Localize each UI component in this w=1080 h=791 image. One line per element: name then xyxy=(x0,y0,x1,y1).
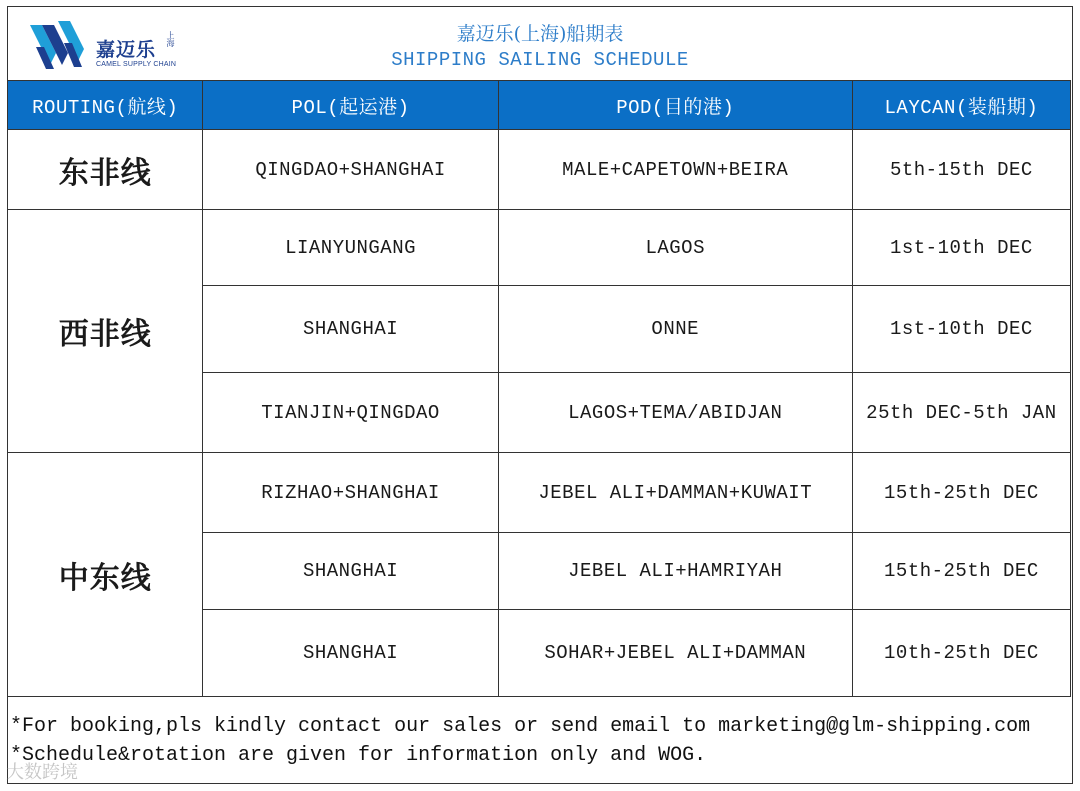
pol-cell: SHANGHAI xyxy=(203,286,498,373)
laycan-cell: 25th DEC-5th JAN xyxy=(852,373,1070,453)
page-title-en: SHIPPING SAILING SCHEDULE xyxy=(391,49,689,71)
watermark: 大数跨境 xyxy=(6,762,78,783)
table-row xyxy=(8,130,1071,210)
column-header-laycan: LAYCAN(装船期) xyxy=(852,81,1070,130)
pol-cell: LIANYUNGANG xyxy=(203,210,498,286)
logo-name-en: CAMEL SUPPLY CHAIN xyxy=(96,61,177,68)
pod-cell: LAGOS+TEMA/ABIDJAN xyxy=(498,373,852,453)
laycan-cell: 10th-25th DEC xyxy=(852,610,1070,697)
logo-name-cn: 嘉迈乐 xyxy=(96,39,157,61)
column-header-pod: POD(目的港) xyxy=(498,81,852,130)
pod-cell: JEBEL ALI+HAMRIYAH xyxy=(498,533,852,610)
pod-cell: SOHAR+JEBEL ALI+DAMMAN xyxy=(498,610,852,697)
pol-cell: RIZHAO+SHANGHAI xyxy=(203,453,498,533)
logo-name-cn-small: 上海 xyxy=(166,31,175,47)
laycan-cell: 1st-10th DEC xyxy=(852,286,1070,373)
routing-cell: 中东线 xyxy=(8,453,203,697)
schedule-sheet xyxy=(7,6,1073,784)
footer-notes xyxy=(10,712,1030,770)
table-row xyxy=(8,453,1071,533)
pol-cell: SHANGHAI xyxy=(203,610,498,697)
laycan-cell: 15th-25th DEC xyxy=(852,533,1070,610)
sailing-schedule-table xyxy=(7,80,1071,697)
table-header-row xyxy=(8,81,1071,130)
pol-cell: SHANGHAI xyxy=(203,533,498,610)
laycan-cell: 1st-10th DEC xyxy=(852,210,1070,286)
routing-cell: 西非线 xyxy=(8,210,203,453)
page-title-cn: 嘉迈乐(上海)船期表 xyxy=(456,23,624,45)
pod-cell: JEBEL ALI+DAMMAN+KUWAIT xyxy=(498,453,852,533)
column-header-routing: ROUTING(航线) xyxy=(8,81,203,130)
pol-cell: TIANJIN+QINGDAO xyxy=(203,373,498,453)
pol-cell: QINGDAO+SHANGHAI xyxy=(203,130,498,210)
header xyxy=(8,7,1072,81)
column-header-pol: POL(起运港) xyxy=(203,81,498,130)
routing-cell: 东非线 xyxy=(8,130,203,210)
footer-note-disclaimer: *Schedule&rotation are given for information only and WOG. xyxy=(10,744,707,767)
laycan-cell: 15th-25th DEC xyxy=(852,453,1070,533)
pod-cell: ONNE xyxy=(498,286,852,373)
laycan-cell: 5th-15th DEC xyxy=(852,130,1070,210)
table-row xyxy=(8,210,1071,286)
pod-cell: LAGOS xyxy=(498,210,852,286)
pod-cell: MALE+CAPETOWN+BEIRA xyxy=(498,130,852,210)
footer-note-booking: *For booking,pls kindly contact our sales or send email to marketing@glm-shipping.com xyxy=(10,715,1031,738)
